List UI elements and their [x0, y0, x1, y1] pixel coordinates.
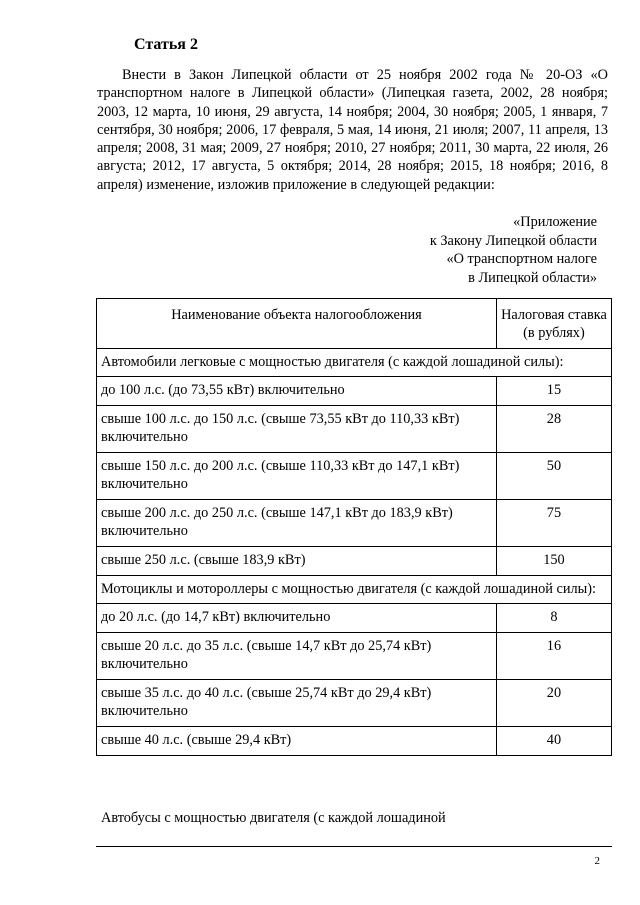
object-name-cell: свыше 35 л.с. до 40 л.с. (свыше 25,74 кВт до 29,4 кВт) включительно [97, 680, 497, 727]
category-row [97, 349, 612, 377]
table-row [97, 406, 612, 453]
table-row [97, 377, 612, 406]
appendix-note-line: в Липецкой области» [468, 269, 597, 286]
table-row [97, 604, 612, 633]
page-number: 2 [594, 855, 600, 867]
tax-rate-cell: 20 [496, 680, 611, 727]
table-row [97, 500, 612, 547]
object-name-cell: свыше 40 л.с. (свыше 29,4 кВт) [97, 727, 497, 756]
object-name-cell: свыше 20 л.с. до 35 л.с. (свыше 14,7 кВт до 25,74 кВт) включительно [97, 633, 497, 680]
table-body [97, 349, 612, 756]
tax-rate-cell: 16 [496, 633, 611, 680]
appendix-note-line: «Приложение [513, 214, 597, 230]
table-row [97, 727, 612, 756]
table-row [97, 453, 612, 500]
table-tail-category: Автобусы с мощностью двигателя (с каждой лошадиной [101, 810, 446, 826]
category-label: Мотоциклы и мотороллеры с мощностью двигателя (с каждой лошадиной силы): [97, 576, 612, 604]
table-row [97, 680, 612, 727]
table-header-row [97, 299, 612, 349]
object-name-cell: свыше 200 л.с. до 250 л.с. (свыше 147,1 кВт до 183,9 кВт) включительно [97, 500, 497, 547]
header-object-name: Наименование объекта налогообложения [97, 299, 497, 349]
object-name-cell: свыше 100 л.с. до 150 л.с. (свыше 73,55 кВт до 110,33 кВт) включительно [97, 406, 497, 453]
object-name-cell: свыше 250 л.с. (свыше 183,9 кВт) [97, 547, 497, 576]
tax-rate-cell: 150 [496, 547, 611, 576]
tax-rate-cell: 75 [496, 500, 611, 547]
table-row [97, 547, 612, 576]
tax-rate-cell: 40 [496, 727, 611, 756]
appendix-note-line: к Закону Липецкой области [429, 232, 597, 249]
article-paragraph: Внести в Закон Липецкой области от 25 ноября 2002 года № 20-ОЗ «О транспортном налоге в Липецкой области» (Липецкая газета, 2002, 28 ноября; 2003, 12 марта, 10 июня, 29 августа, 14 ноября; 2004, 30 ноября; 2005, 1 января, 7 сентября, 30 ноября; 2006, 17 февраля, 5 мая, 14 июня, 21 июля; 2007, 11 апреля, 13 апреля; 2008, 31 мая; 2009, 27 ноября; 2010, 27 ноября; 2011, 30 марта, 22 июля, 26 августа; 2012, 17 августа, 5 октября; 2014, 28 ноября; 2015, 18 ноября; 2016, 8 апреля) изменение, изложив приложение в следующей редакции: [97, 67, 608, 193]
tax-rate-cell: 28 [496, 406, 611, 453]
table-row [97, 633, 612, 680]
article-heading: Статья 2 [134, 36, 198, 53]
object-name-cell: до 100 л.с. (до 73,55 кВт) включительно [97, 377, 497, 406]
tax-rate-table [96, 298, 612, 756]
object-name-cell: до 20 л.с. (до 14,7 кВт) включительно [97, 604, 497, 633]
appendix-note-line: «О транспортном налоге [446, 251, 597, 268]
appendix-note [430, 213, 597, 287]
tax-rate-cell: 8 [496, 604, 611, 633]
header-tax-rate: Налоговая ставка (в рублях) [496, 299, 611, 349]
object-name-cell: свыше 150 л.с. до 200 л.с. (свыше 110,33 кВт до 147,1 кВт) включительно [97, 453, 497, 500]
tax-rate-cell: 15 [496, 377, 611, 406]
category-row [97, 576, 612, 604]
tax-rate-cell: 50 [496, 453, 611, 500]
category-label: Автомобили легковые с мощностью двигателя (с каждой лошадиной силы): [97, 349, 612, 377]
page-bottom-rule [96, 846, 612, 847]
